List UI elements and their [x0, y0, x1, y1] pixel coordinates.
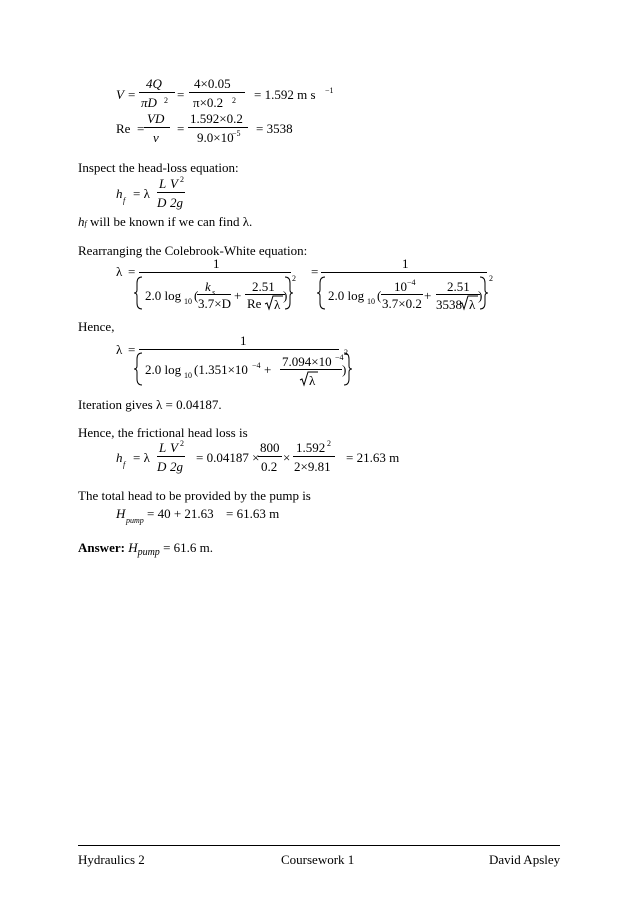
log-subscript: 10	[367, 297, 375, 306]
equals-sign: =	[177, 87, 185, 102]
lambda-symbol: λ	[309, 373, 316, 388]
denominator: 3.7×0.2	[382, 296, 422, 311]
paren-close: )	[478, 288, 483, 303]
exponent: 2	[489, 274, 493, 283]
equals-sign: =	[128, 342, 136, 357]
exponent: 2	[292, 274, 296, 283]
equals-sign: =	[128, 87, 136, 102]
pump-head-symbol: H	[128, 540, 138, 555]
exponent: 2	[180, 439, 184, 448]
numerator: 1.592×0.2	[190, 111, 243, 126]
denominator: 2g	[170, 459, 183, 474]
denominator: 9.0×10	[197, 130, 234, 145]
fraction-bar	[139, 349, 339, 350]
denominator: 2g	[170, 195, 183, 210]
lambda-symbol: λ	[116, 342, 123, 357]
exponent: −4	[252, 361, 261, 370]
log-subscript: 10	[184, 297, 192, 306]
denominator: ν	[153, 130, 159, 145]
expression: = 40 + 21.63	[147, 506, 214, 521]
times-sign: ×	[283, 450, 291, 465]
footer-divider	[78, 845, 560, 846]
subscript: f	[84, 219, 87, 228]
result: = 61.63 m	[226, 506, 280, 521]
subscript: f	[123, 196, 126, 205]
length-symbol: L	[159, 440, 167, 455]
lambda-symbol: λ	[274, 297, 281, 312]
pump-head-symbol: H	[116, 506, 126, 521]
paragraph-hence: Hence,	[78, 319, 115, 334]
exponent: 2	[180, 175, 184, 184]
fraction-bar	[157, 456, 169, 457]
paragraph-known	[78, 214, 252, 231]
numerator: 2.51	[252, 279, 275, 294]
left-brace-icon	[317, 276, 327, 310]
plus-sign: +	[424, 288, 432, 303]
numerator: 800	[260, 440, 280, 455]
log-text: 2.0 log	[145, 288, 182, 303]
paragraph-total: The total head to be provided by the pump is	[78, 488, 311, 503]
paragraph-frictional: Hence, the frictional head loss is	[78, 425, 248, 440]
paragraph-inspect: Inspect the head-loss equation:	[78, 160, 239, 175]
fraction-bar	[144, 127, 170, 128]
left-brace-icon	[134, 276, 144, 310]
diameter-symbol: D	[157, 195, 167, 210]
paragraph-known-text: will be known if we can find λ.	[86, 214, 253, 229]
velocity-symbol: V	[170, 176, 178, 191]
fraction-bar	[258, 456, 282, 457]
denominator: 2×9.81	[294, 459, 331, 474]
denominator: 0.2	[261, 459, 278, 474]
fraction-bar	[189, 92, 245, 93]
reynolds-symbol: Re	[116, 121, 131, 136]
exponent: 2	[164, 96, 168, 105]
lambda-symbol: λ	[469, 297, 476, 312]
footer-title: Coursework 1	[281, 852, 355, 867]
value-text: = 0.04187 ×	[196, 450, 260, 465]
headloss-symbol: h	[116, 450, 123, 465]
footer-author: David Apsley	[489, 852, 561, 867]
denominator: 3.7×D	[198, 296, 231, 311]
fraction-bar	[293, 456, 335, 457]
equals-lambda: = λ	[133, 450, 150, 465]
log-text: 2.0 log	[328, 288, 365, 303]
equals-sign: =	[137, 121, 145, 136]
numerator: 1.592	[296, 440, 326, 455]
paragraph-iteration: Iteration gives λ = 0.04187.	[78, 397, 222, 412]
left-brace-icon	[134, 352, 144, 386]
fraction-bar	[157, 192, 169, 193]
numerator-one: 1	[240, 333, 247, 348]
lambda-symbol: λ	[116, 264, 123, 279]
diameter-symbol: D	[157, 459, 167, 474]
fraction-bar	[436, 294, 480, 295]
subscript: pump	[137, 547, 160, 558]
exponent: −4	[335, 353, 344, 362]
log-subscript: 10	[184, 371, 192, 380]
answer-line	[78, 540, 213, 560]
paren-close: )	[342, 362, 347, 377]
log-text: 2.0 log	[145, 362, 182, 377]
numerator: 4×0.05	[194, 76, 231, 91]
roughness-symbol: k	[205, 279, 211, 294]
paren-close: )	[283, 288, 288, 303]
exponent: 2	[327, 439, 331, 448]
subscript: pump	[126, 516, 144, 525]
reynolds-symbol: Re	[247, 296, 262, 311]
numerator: 7.094×10	[282, 354, 332, 369]
velocity-symbol: V	[116, 87, 124, 102]
paren-open: (	[377, 288, 382, 303]
exponent: −4	[407, 278, 416, 287]
equals-sign: =	[177, 121, 185, 136]
fraction-bar	[169, 456, 185, 457]
fraction-bar	[381, 294, 423, 295]
result: = 3538	[256, 121, 293, 136]
exponent: 2	[344, 348, 348, 357]
fraction-bar	[139, 272, 291, 273]
numerator-one: 1	[402, 256, 409, 271]
headloss-symbol: h	[116, 186, 123, 201]
fraction-bar	[280, 369, 342, 370]
result: = 1.592 m s	[254, 87, 316, 102]
plus-sign: +	[264, 362, 272, 377]
equals-lambda: = λ	[133, 186, 150, 201]
result: = 21.63 m	[346, 450, 400, 465]
answer-label: Answer:	[78, 540, 125, 555]
denominator: 3538	[436, 297, 462, 312]
numerator: VD	[147, 111, 165, 126]
numerator: 2.51	[447, 279, 470, 294]
subscript: s	[212, 288, 216, 297]
exponent: −1	[325, 86, 334, 95]
paragraph-rearranging: Rearranging the Colebrook-White equation:	[78, 243, 308, 258]
length-symbol: L	[159, 176, 167, 191]
numerator: 4Q	[146, 76, 162, 91]
fraction-bar	[197, 294, 231, 295]
velocity-symbol: V	[170, 440, 178, 455]
answer-value: = 61.6 m.	[159, 540, 214, 555]
hf-symbol: h	[78, 214, 85, 229]
fraction-bar	[139, 92, 175, 93]
subscript: f	[123, 460, 126, 469]
denominator: π×0.2	[193, 95, 224, 110]
denominator: πD	[141, 95, 157, 110]
equals-sign: =	[128, 264, 136, 279]
footer-course: Hydraulics 2	[78, 852, 145, 867]
fraction-bar	[321, 272, 487, 273]
paren-open: (	[194, 288, 199, 303]
equals-sign: =	[311, 264, 319, 279]
exponent: −5	[232, 129, 241, 138]
exponent: 2	[232, 96, 236, 105]
first-term: (1.351×10	[194, 362, 248, 377]
fraction-bar	[169, 192, 185, 193]
numerator: 10	[394, 279, 407, 294]
plus-sign: +	[234, 288, 242, 303]
numerator-one: 1	[213, 256, 220, 271]
